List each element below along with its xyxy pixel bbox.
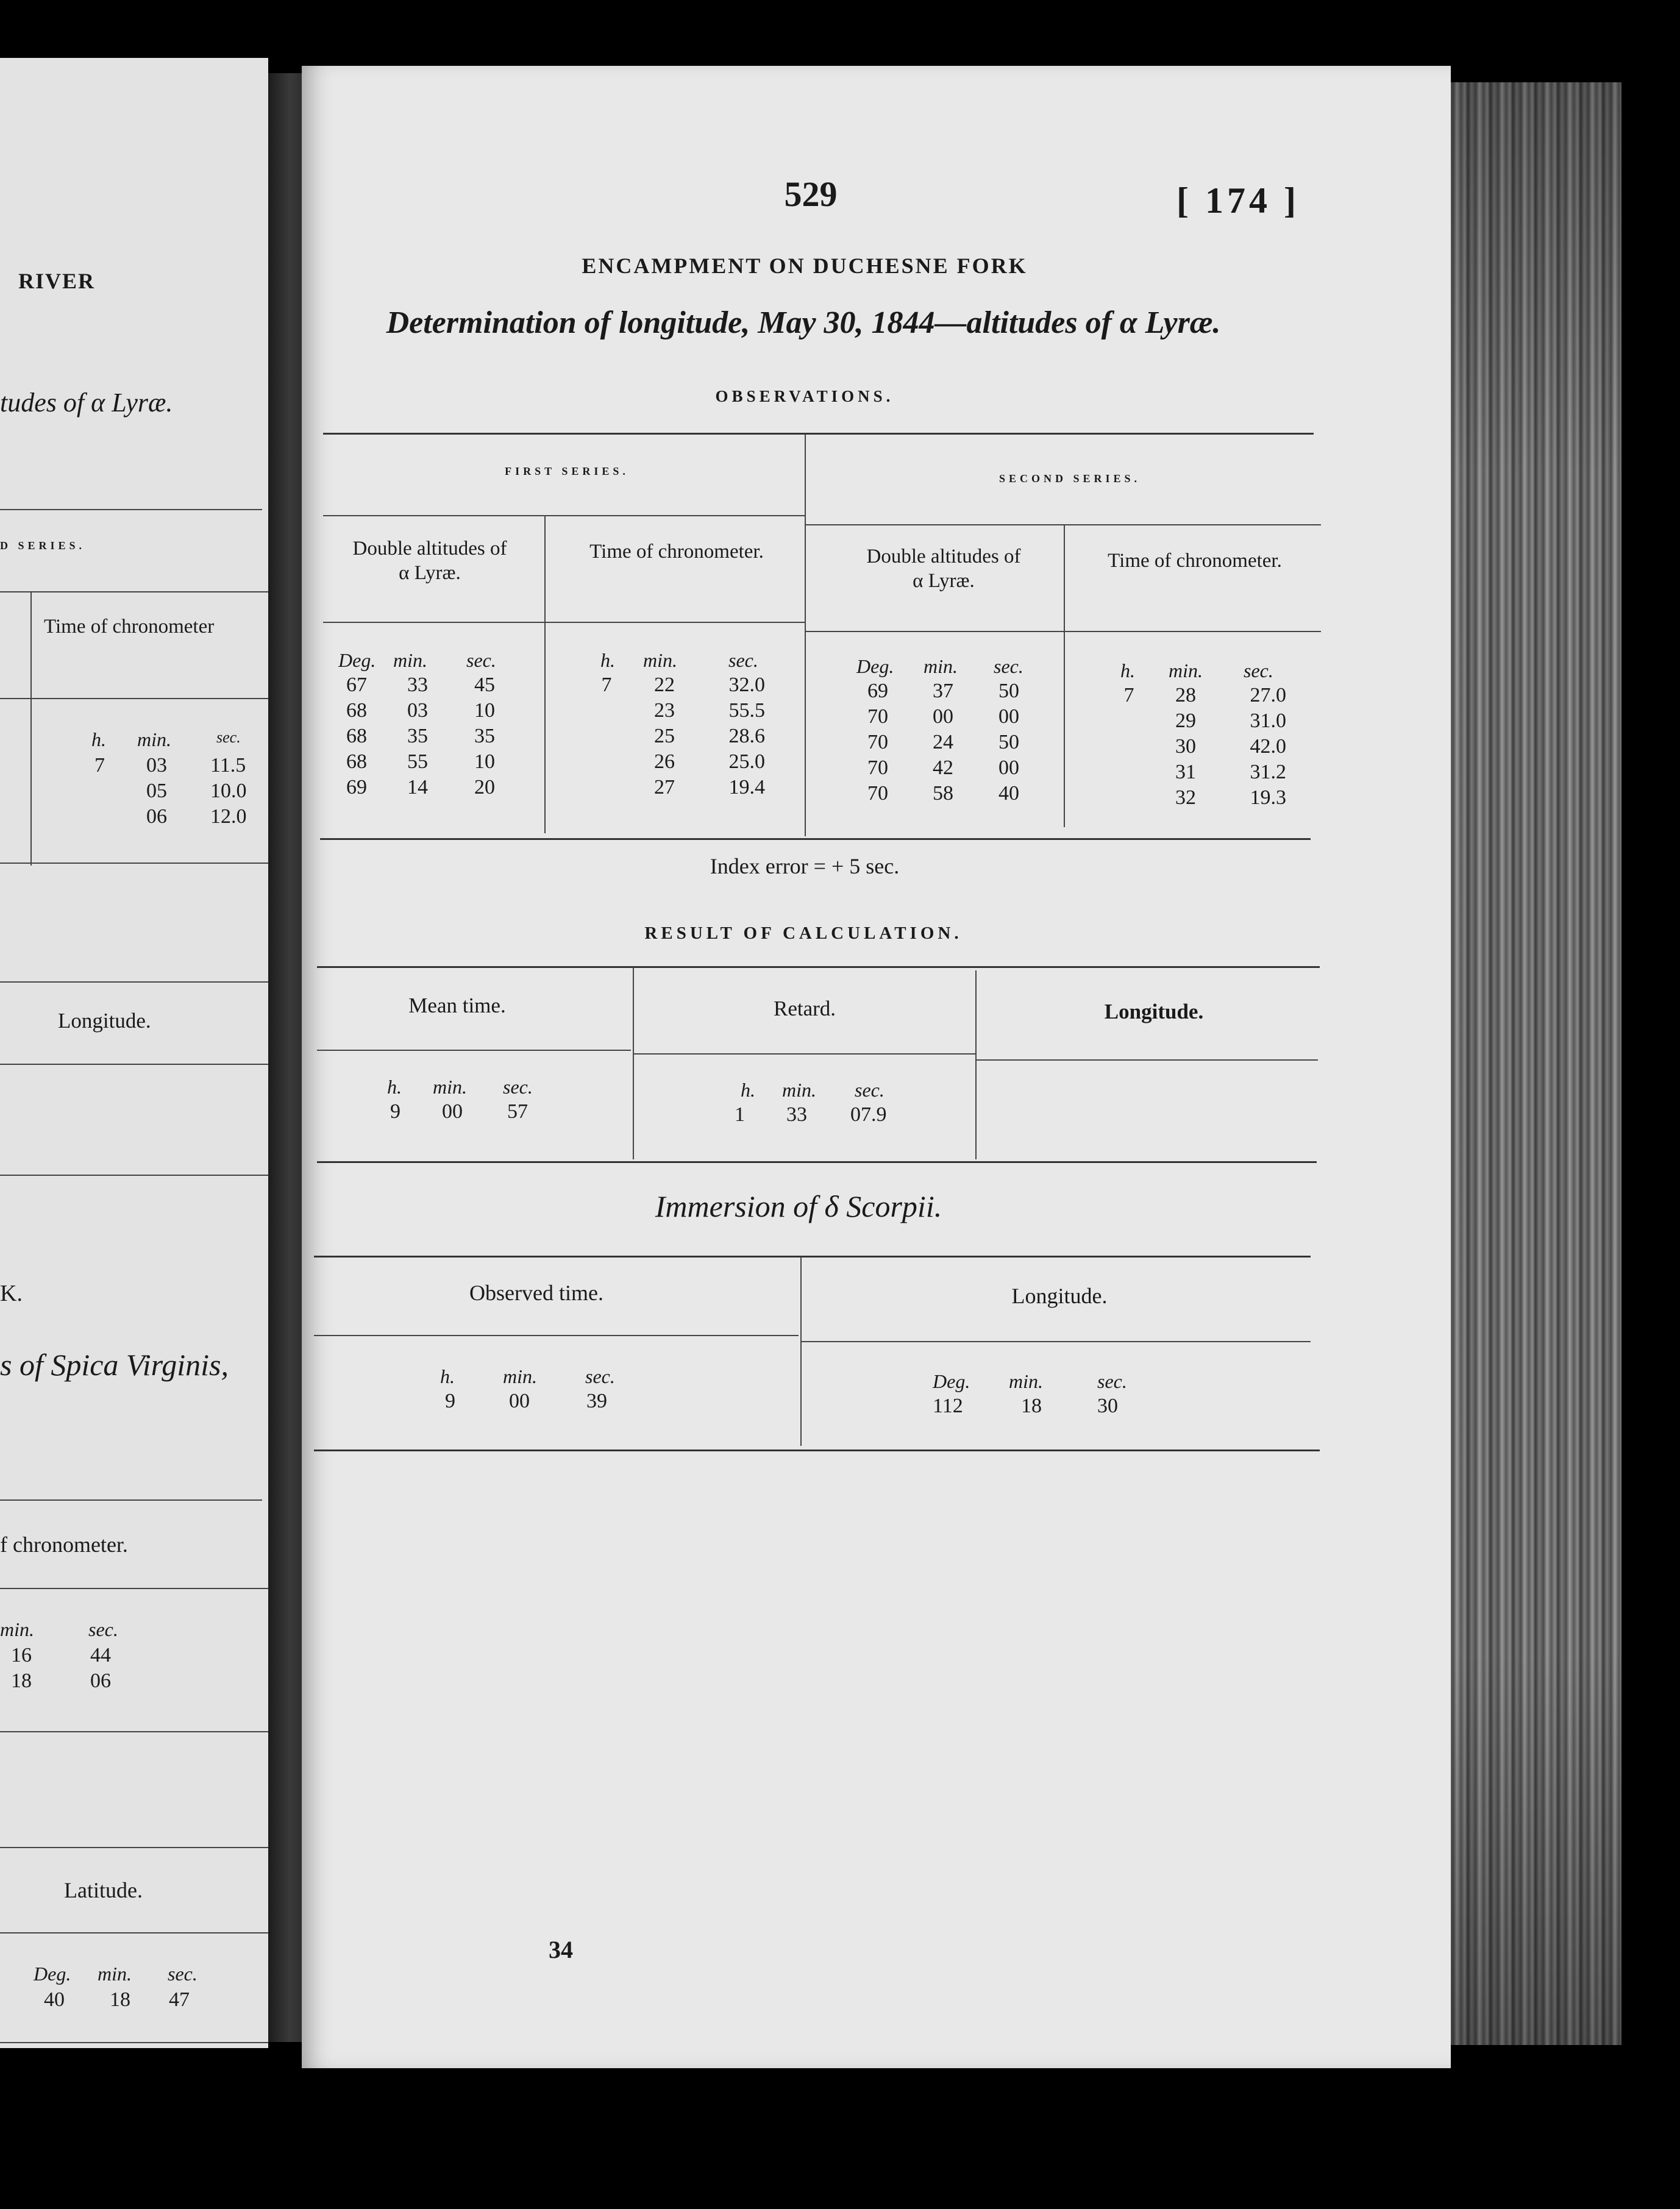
left-rule	[0, 2042, 268, 2043]
retard-unit-h: h.	[741, 1079, 755, 1101]
mean-time-h: 9	[390, 1100, 400, 1123]
left-unit-min: min.	[137, 728, 171, 750]
second-time-unit-sec: sec.	[1244, 660, 1273, 681]
result-heading: RESULT OF CALCULATION.	[644, 923, 963, 943]
left-rule	[0, 863, 268, 864]
left-rule	[0, 1847, 268, 1848]
result-divider	[975, 970, 977, 1159]
left-rule	[0, 1731, 268, 1732]
left-lat-unit: sec.	[168, 1963, 198, 1985]
left-chrono-cell: 18	[11, 1670, 32, 1692]
left-rule	[0, 1588, 268, 1589]
column-divider	[1064, 525, 1065, 827]
observed-h: 9	[445, 1390, 455, 1412]
second-time-min-column: 28 29 30 31 32	[1175, 684, 1196, 809]
second-alt-min-column: 37 00 24 42 58	[933, 680, 953, 805]
left-latitude-header: Latitude.	[64, 1878, 143, 1902]
left-lat-unit: Deg.	[34, 1963, 71, 1985]
second-time-sec-column: 27.0 31.0 42.0 31.2 19.3	[1250, 684, 1286, 809]
first-time-unit-min: min.	[643, 649, 677, 671]
second-alt-unit-deg: Deg.	[856, 655, 894, 677]
retard-unit-sec: sec.	[855, 1079, 884, 1101]
second-alt-sec-column: 50 00 50 00 40	[998, 680, 1019, 805]
observed-min: 00	[509, 1390, 530, 1412]
left-rule	[0, 1932, 268, 1933]
first-alt-unit-deg: Deg.	[338, 649, 376, 671]
result-rule	[317, 1050, 631, 1051]
left-unit-h: h.	[91, 728, 106, 750]
first-alt-header: Double altitudes of α Lyræ.	[352, 538, 507, 584]
result-top-rule	[317, 966, 1320, 968]
column-divider	[544, 516, 546, 833]
mean-time-sec: 57	[507, 1100, 528, 1123]
first-alt-min-column: 33 03 35 55 14	[407, 674, 428, 799]
observed-time-header: Observed time.	[469, 1281, 603, 1305]
retard-unit-min: min.	[782, 1079, 816, 1101]
first-alt-sec-column: 45 10 35 10 20	[474, 674, 495, 799]
left-rule	[0, 1175, 268, 1176]
left-k-fragment: K.	[0, 1281, 23, 1306]
second-time-h-column: 7	[1123, 684, 1134, 706]
retard-header: Retard.	[773, 997, 836, 1020]
index-error: Index error = + 5 sec.	[710, 854, 900, 878]
left-lat-unit: min.	[98, 1963, 132, 1985]
left-rule	[0, 698, 268, 699]
left-rule	[0, 591, 268, 592]
left-chrono-cell: 44	[90, 1644, 111, 1667]
immersion-longitude-header: Longitude.	[1011, 1284, 1108, 1308]
left-cell: 11.5	[210, 754, 246, 777]
left-chrono-cell: 16	[11, 1644, 32, 1667]
table-rule	[323, 433, 1314, 435]
mean-time-unit-h: h.	[387, 1076, 402, 1098]
left-chrono-unit: min.	[0, 1618, 34, 1640]
left-chrono-unit: sec.	[88, 1618, 118, 1640]
first-alt-deg-column: 67 68 68 68 69	[346, 674, 367, 799]
result-divider	[633, 967, 634, 1159]
immersion-longitude-unit-min: min.	[1009, 1370, 1043, 1392]
left-longitude-header: Longitude.	[58, 1009, 151, 1033]
result-rule	[977, 1059, 1318, 1061]
second-alt-deg-column: 69 70 70 70 70	[867, 680, 888, 805]
immersion-heading: Immersion of δ Scorpii.	[655, 1189, 942, 1223]
observations-heading: OBSERVATIONS.	[715, 387, 894, 405]
page-number: 529	[784, 174, 838, 214]
observed-unit-sec: sec.	[585, 1365, 615, 1387]
immersion-longitude-sec: 30	[1097, 1395, 1118, 1417]
retard-h: 1	[735, 1103, 745, 1126]
left-cell: 03	[146, 754, 167, 777]
left-heading-fragment: RIVER	[18, 269, 96, 293]
first-time-unit-sec: sec.	[728, 649, 758, 671]
first-time-header: Time of chronometer.	[589, 541, 764, 563]
left-lat-value: 18	[110, 1988, 130, 2011]
left-chrono-cell: 06	[90, 1670, 111, 1692]
page-edges-shade	[1439, 82, 1621, 2045]
left-rule	[0, 981, 268, 983]
observed-sec: 39	[586, 1390, 607, 1412]
left-lat-value: 40	[44, 1988, 65, 2011]
immersion-bottom-rule	[314, 1450, 1320, 1451]
right-page	[302, 66, 1451, 2068]
immersion-rule	[314, 1335, 799, 1336]
left-lat-value: 47	[169, 1988, 190, 2011]
second-alt-unit-min: min.	[924, 655, 958, 677]
left-cell: 06	[146, 805, 167, 828]
observed-unit-min: min.	[503, 1365, 537, 1387]
first-alt-unit-min: min.	[393, 649, 427, 671]
first-time-unit-h: h.	[600, 649, 615, 671]
table-rule	[806, 631, 1321, 632]
left-rule	[0, 509, 262, 510]
retard-sec: 07.9	[850, 1103, 887, 1126]
left-rule	[0, 1064, 268, 1065]
left-vrule	[30, 591, 32, 866]
observed-unit-h: h.	[440, 1365, 455, 1387]
left-cell: 12.0	[210, 805, 247, 828]
left-cell: 7	[94, 754, 105, 777]
page-title: ENCAMPMENT ON DUCHESNE FORK	[582, 254, 1028, 278]
left-cell: 10.0	[210, 780, 247, 802]
immersion-top-rule	[314, 1256, 1311, 1257]
left-subheading-fragment: tudes of α Lyræ.	[0, 388, 173, 418]
immersion-divider	[800, 1257, 802, 1446]
left-series-fragment: D SERIES.	[0, 539, 86, 552]
second-alt-unit-sec: sec.	[994, 655, 1023, 677]
second-time-unit-h: h.	[1120, 660, 1135, 681]
immersion-longitude-deg: 112	[933, 1395, 963, 1417]
immersion-rule	[802, 1341, 1311, 1342]
table-bottom-rule	[320, 838, 1311, 840]
first-alt-unit-sec: sec.	[466, 649, 496, 671]
left-spica-fragment: s of Spica Virginis,	[0, 1348, 229, 1382]
left-unit-sec: sec.	[216, 728, 241, 746]
second-time-unit-min: min.	[1169, 660, 1203, 681]
first-time-h-column: 7	[601, 674, 612, 696]
first-time-min-column: 22 23 25 26 27	[654, 674, 675, 799]
second-series-label: SECOND SERIES.	[998, 472, 1141, 485]
left-cell: 05	[146, 780, 167, 802]
result-bottom-rule	[317, 1161, 1317, 1163]
mean-time-min: 00	[442, 1100, 463, 1123]
second-alt-header: Double altitudes of α Lyræ.	[866, 546, 1021, 592]
retard-min: 33	[786, 1103, 807, 1126]
bracket-number: [ 174 ]	[1176, 180, 1300, 221]
immersion-longitude-unit-deg: Deg.	[933, 1370, 970, 1392]
page-subtitle: Determination of longitude, May 30, 1844—altitudes of α Lyræ.	[386, 305, 1221, 340]
result-longitude-header: Longitude.	[1104, 1000, 1204, 1023]
result-rule	[634, 1053, 975, 1055]
immersion-longitude-min: 18	[1021, 1395, 1042, 1417]
first-time-sec-column: 32.0 55.5 28.6 25.0 19.4	[728, 674, 765, 799]
left-page	[0, 58, 268, 2048]
left-rule	[0, 1499, 262, 1501]
left-chronometer-fragment: f chronometer.	[0, 1532, 128, 1557]
mean-time-unit-sec: sec.	[503, 1076, 533, 1098]
immersion-longitude-unit-sec: sec.	[1097, 1370, 1127, 1392]
left-time-header: Time of chronometer	[44, 616, 215, 638]
first-series-label: FIRST SERIES.	[505, 465, 629, 477]
series-divider	[805, 434, 806, 836]
mean-time-header: Mean time.	[408, 994, 506, 1017]
second-time-header: Time of chronometer.	[1108, 550, 1282, 572]
footer-signature: 34	[549, 1936, 573, 1963]
table-rule	[323, 515, 805, 516]
table-rule	[323, 622, 805, 623]
mean-time-unit-min: min.	[433, 1076, 467, 1098]
